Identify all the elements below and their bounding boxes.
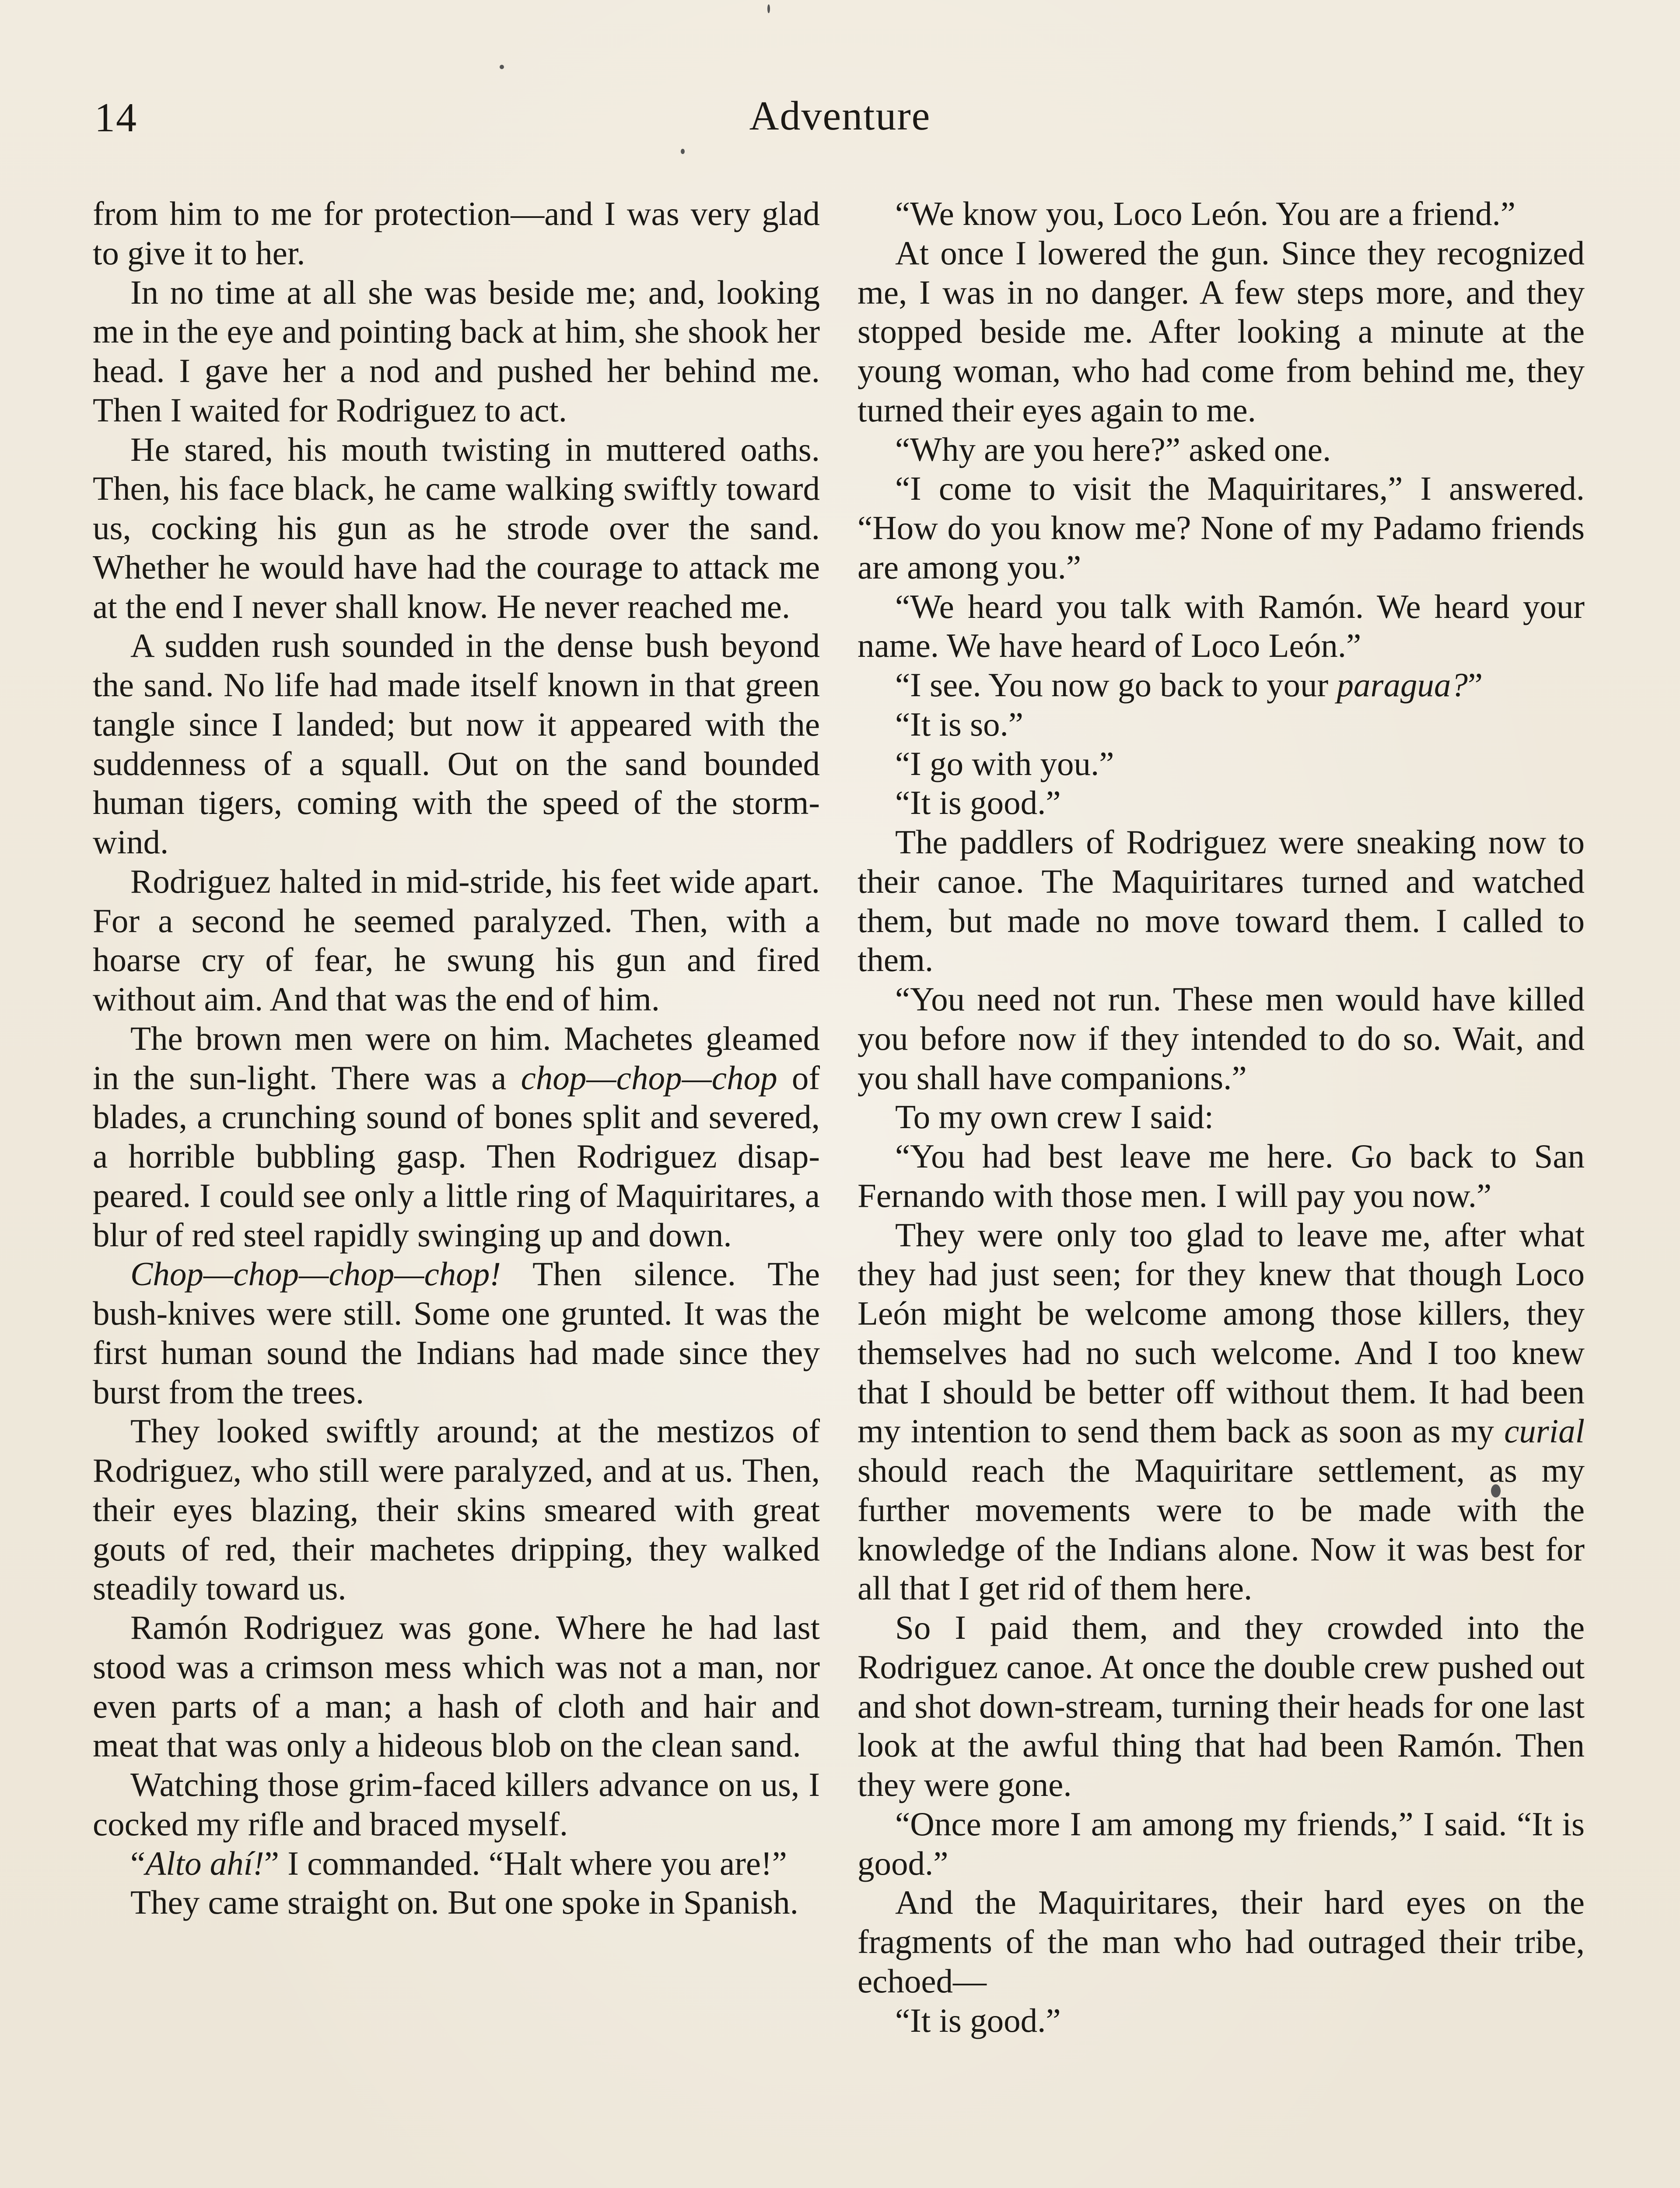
text-run: “It is good.” [895,2001,1061,2039]
left-text-column [93,194,820,1922]
paragraph [858,194,1585,234]
paragraph [858,1883,1585,2001]
paragraph [858,1137,1585,1216]
paragraph [858,1098,1585,1137]
paragraph [93,1608,820,1765]
paragraph [858,1805,1585,1883]
text-run: “We heard you talk with Ramón. We heard your name. We have heard of Loco León.” [858,587,1585,665]
paragraph [93,1412,820,1608]
paragraph [858,823,1585,980]
paragraph [93,626,820,862]
paragraph [858,2001,1585,2041]
text-run: of blades, a crunching sound of bones split and severed, a horrible bubbling gasp. Then Rodriguez disappeared. I could see only a little ring of Maquiritares, a blur of red steel rapidly swinging up and down. [93,1059,820,1254]
text-run: “It is good.” [895,784,1061,822]
paragraph [93,430,820,627]
text-run: So I paid them, and they crowded into the Rodriguez canoe. At once the double crew pushed out and shot down-stream, turning their heads for one last look at the awful thing that had been Ramón. Then they were gone. [858,1609,1585,1803]
paragraph [93,1255,820,1412]
italic-text: curial [1504,1412,1585,1450]
right-text-column [858,194,1585,2040]
text-run: “I come to visit the Maquiritares,” I answered. “How do you know me? None of my Padamo friends are among you.” [858,470,1585,586]
text-run: Then silence. The bush-knives were still. Some one grunted. It was the first human sound the Indians had made since they burst from the trees. [93,1255,820,1411]
ink-speck [500,65,504,69]
paragraph [93,194,820,273]
text-run: ” I commanded. “Halt where you are!” [264,1844,787,1882]
paragraph [93,1844,820,1883]
text-run: “You had best leave me here. Go back to San Fernando with those men. I will pay you now.” [858,1137,1585,1214]
text-run: He stared, his mouth twisting in muttered oaths. Then, his face black, he came walking swiftly toward us, cocking his gun as he strode over the sand. Whether he would have had the courage to attack me at the end I never shall know. He never reached me. [93,430,820,625]
text-run: should reach the Maquiritare settlement, as my further movements were to be made with the knowledge of the Indians alone. Now it was best for all that I get rid of them here. [858,1452,1585,1607]
paragraph [858,666,1585,705]
text-run: And the Maquiritares, their hard eyes on the fragments of the man who had outraged their tribe, echoed— [858,1883,1585,2000]
text-run: “You need not run. These men would have killed you before now if they intended to do so. Wait, and you shall have companions.” [858,980,1585,1097]
text-run: “ [130,1844,146,1882]
ink-speck [767,4,770,13]
text-run: “Why are you here?” asked one. [895,430,1331,468]
text-run: “I see. You now go back to your [895,666,1337,704]
text-run: “Once more I am among my friends,” I said. “It is good.” [858,1805,1585,1882]
paragraph [858,1608,1585,1805]
text-run: “It is so.” [895,705,1023,743]
text-run: Watching those grim-faced killers advance on us, I cocked my rifle and braced myself. [93,1766,820,1843]
paragraph [858,705,1585,744]
text-run: At once I lowered the gun. Since they recognized me, I was in no danger. A few steps more, and they stopped beside me. After looking a minute at the young woman, who had come from behind me, they turned their eyes again to me. [858,234,1585,429]
paragraph [93,273,820,430]
text-run: They came straight on. But one spoke in Spanish. [130,1883,798,1922]
running-title: Adventure [749,93,931,139]
text-run: ” [1467,666,1483,704]
paragraph [93,862,820,1019]
italic-text: paragua? [1337,666,1468,704]
text-run: To my own crew I said: [895,1098,1214,1136]
paragraph [858,469,1585,587]
paragraph [93,1765,820,1844]
text-run: Rodriguez halted in mid-stride, his feet wide apart. For a second he seemed paralyzed. Then, with a hoarse cry of fear, he swung his gun and fired without aim. And that was the end of him. [93,862,820,1018]
paragraph [858,783,1585,823]
text-run: In no time at all she was beside me; and, looking me in the eye and pointing back at him, she shook her head. I gave her a nod and pushed her behind me. Then I waited for Rodriguez to act. [93,273,820,429]
paragraph [93,1019,820,1255]
italic-text: chop—chop—chop [521,1059,777,1097]
text-run: from him to me for protection—and I was very glad to give it to her. [93,195,820,272]
paragraph [858,430,1585,470]
paragraph [858,744,1585,784]
paragraph [93,1883,820,1922]
italic-text: Alto ahí! [145,1844,264,1882]
text-run: “I go with you.” [895,744,1114,782]
italic-text: Chop—chop—chop—chop! [130,1255,501,1293]
paragraph [858,587,1585,666]
paragraph [858,1216,1585,1609]
paragraph [858,234,1585,430]
text-run: The paddlers of Rodriguez were sneaking now to their canoe. The Maquiritares turned and watched them, but made no move toward them. I called to them. [858,823,1585,979]
paragraph [858,980,1585,1098]
ink-speck [681,149,685,154]
page-number: 14 [94,95,137,140]
text-run: A sudden rush sounded in the dense bush beyond the sand. No life had made itself known in that green tangle since I landed; but now it appeared with the suddenness of a squall. Out on the sand bounded human tigers, coming with the speed of the storm-wind. [93,627,820,861]
text-run: They were only too glad to leave me, after what they had just seen; for they knew that though Loco León might be welcome among those killers, they themselves had no such welcome. And I too knew that I should be better off without them. It had been my intention to send them back as soon as my [858,1216,1585,1450]
text-run: They looked swiftly around; at the mestizos of Rodriguez, who still were paralyzed, and at us. Then, their eyes blazing, their skins smeared with great gouts of red, their machetes dripping, they walked steadily toward us. [93,1412,820,1607]
text-run: Ramón Rodriguez was gone. Where he had last stood was a crimson mess which was not a man, nor even parts of a man; a hash of cloth and hair and meat that was only a hideous blob on the clean sand. [93,1609,820,1764]
text-run: “We know you, Loco León. You are a friend.” [895,195,1516,232]
text-run: The brown men were on him. Machetes gleamed in the sun-light. There was a [93,1019,820,1097]
